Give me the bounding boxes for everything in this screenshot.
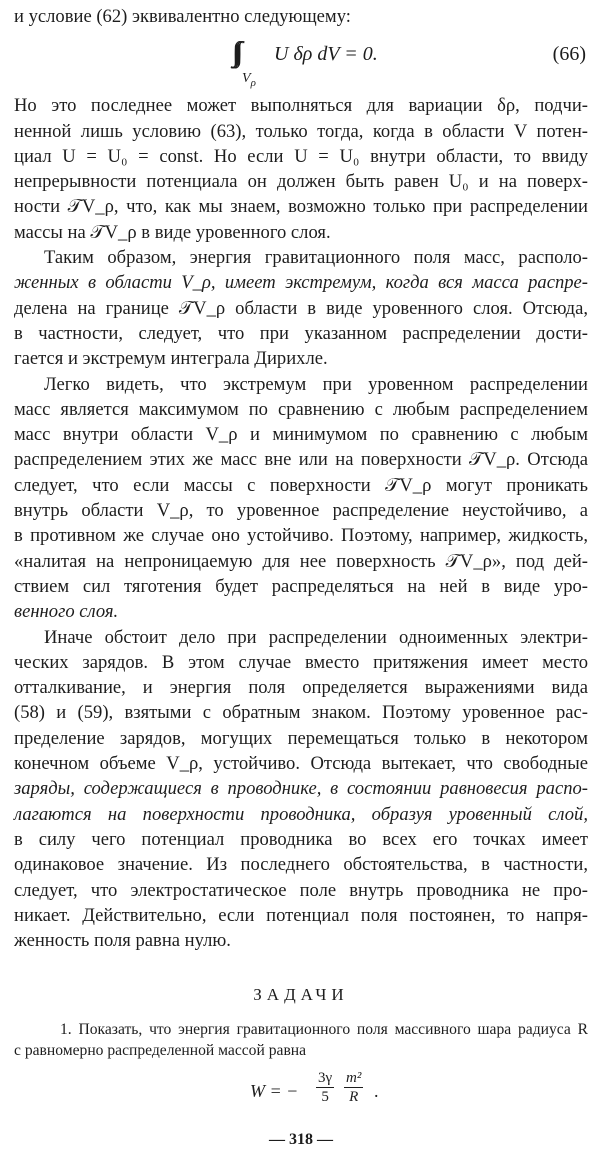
text-line: Но это последнее может выполняться для вариации δρ, подчи-: [14, 95, 588, 117]
text-line: Легко видеть, что экстремум при уровенном распределении: [44, 373, 588, 395]
paragraph-4: [14, 625, 588, 954]
energy-formula: [14, 1067, 588, 1125]
text-line: лагаются на поверхности проводника, образуя уровенный слой,: [14, 803, 588, 825]
text-line: заряды, содержащиеся в проводнике, в состоянии равновесия распо-: [14, 778, 588, 800]
integral-subscript: $V_\rho$: [242, 71, 256, 90]
text-line: пределение зарядов, могущих перемещаться только в некотором: [14, 727, 588, 749]
equation-number: (66): [552, 43, 586, 66]
text-line: конечном объеме V_ρ, устойчиво. Отсюда вытекает, что свободные: [14, 753, 588, 775]
fraction-denominator: R: [349, 1089, 359, 1106]
task-line: с равномерно распределенной массой равна: [14, 1042, 307, 1060]
text-line: женных в области V_ρ, имеет экстремум, когда вся масса распре-: [14, 272, 588, 294]
paragraph-2: [14, 245, 588, 371]
section-heading: ЗАДАЧИ: [253, 985, 349, 1005]
text-line: внутрь области V_ρ, то уровенное распределение неустойчиво, а: [14, 500, 588, 522]
text-line: массы на 𝒯V_ρ в виде уровенного слоя.: [14, 221, 331, 243]
text-line: ствием сил тяготения будет распределяться на ней в виде уро-: [14, 575, 588, 597]
text-line: отталкивание, и энергия поля определяется выражениями вида: [14, 677, 588, 699]
fraction-denominator: 5: [321, 1089, 329, 1106]
equation-body: U δρ dV = 0.: [274, 43, 378, 66]
text-line: ческих зарядов. В этом случае вместо притяжения имеет место: [14, 651, 588, 673]
text-line: венного слоя.: [14, 601, 119, 623]
text-line: следует, что если массы с поверхности 𝒯V_ρ могут проникать: [14, 474, 588, 496]
page-number: — 318 —: [269, 1131, 333, 1149]
text-line: следует, что электростатическое поле внутрь проводника не про-: [14, 879, 588, 901]
text-line: в силу чего потенциал проводника во всех его точках имеет: [14, 828, 588, 850]
text-line: Иначе обстоит дело при распределении одноименных электри-: [44, 626, 588, 648]
text-line: Таким образом, энергия гравитационного поля масс, располо-: [44, 247, 588, 269]
fraction-numerator: 3γ: [318, 1070, 333, 1087]
text-line: никает. Действительно, если потенциал поля постоянен, то напря-: [14, 904, 588, 926]
text-line: ненной лишь условию (63), только тогда, когда в области V потен-: [14, 120, 588, 142]
text-line: и условие (62) эквивалентно следующему:: [14, 6, 351, 27]
fraction-numerator: m²: [346, 1070, 362, 1087]
paragraph-1: [14, 93, 588, 245]
task-line: 1. Показать, что энергия гравитационного поля массивного шара радиуса R: [60, 1021, 588, 1039]
formula-period: .: [374, 1081, 379, 1102]
text-line: распределением этих же масс вне или на поверхности 𝒯V_ρ. Отсюда: [14, 449, 588, 471]
formula-lhs: W = −: [250, 1081, 299, 1102]
fraction-mass-radius: [344, 1069, 363, 1106]
text-line: одинаковое значение. Из последнего обстоятельства, в частности,: [14, 854, 588, 876]
text-line: циал U = U₀ = const. Но если U = U₀ внутри области, то ввиду: [14, 145, 588, 167]
equation-66: [14, 29, 588, 93]
text-line: масс является максимумом по сравнению с любым распределением: [14, 398, 588, 420]
text-line: (58) и (59), взятыми с обратным знаком. Поэтому уровенное рас-: [14, 702, 588, 724]
text-line: женность поля равна нулю.: [14, 930, 231, 952]
paragraph-3: [14, 372, 588, 625]
text-line: делена на границе 𝒯V_ρ области в виде уровенного слоя. Отсюда,: [14, 297, 588, 319]
text-line: в противном же случае оно устойчиво. Поэтому, например, жидкость,: [14, 525, 588, 547]
text-line: ности 𝒯V_ρ, что, как мы знаем, возможно только при распределении: [14, 196, 588, 218]
task-1: [14, 1019, 588, 1061]
text-line: в частности, следует, что при указанном распределении дости-: [14, 322, 588, 344]
fraction-coefficient: [316, 1069, 334, 1106]
text-line: «налитая на непроницаемую для нее поверхность 𝒯V_ρ», под дей-: [14, 550, 588, 572]
text-line: гается и экстремум интеграла Дирихле.: [14, 348, 328, 370]
text-line: непрерывности потенциала он должен быть равен U₀ и на поверх-: [14, 171, 588, 193]
text-line: масс внутри области V_ρ и минимумом по сравнению с любым: [14, 424, 588, 446]
triple-integral: ∫∫∫: [232, 37, 238, 69]
